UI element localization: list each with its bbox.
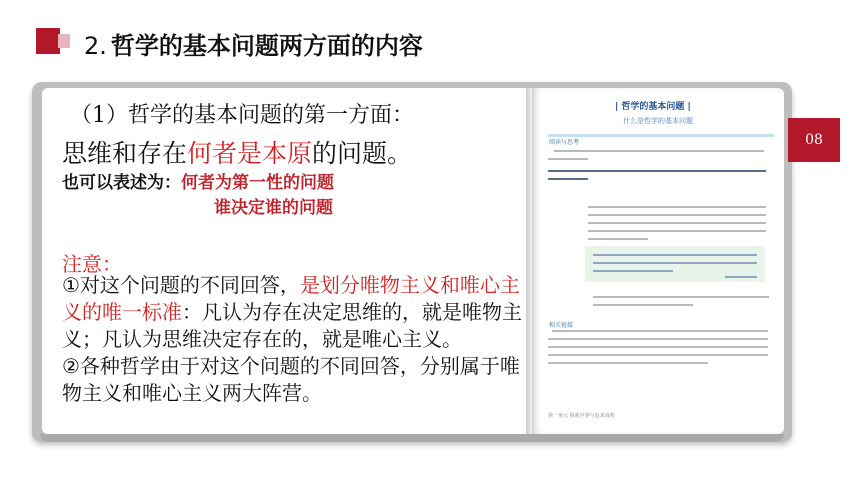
definition-part3: 的问题。 [312, 139, 413, 168]
expression-label: 也可以表述为： [62, 173, 181, 193]
textbook-footer: 第一单元 探索世界与追求真理 [548, 413, 615, 419]
para1-prefix: ①对这个问题的不同回答， [62, 273, 300, 297]
definition-part1: 思维和存在 [62, 139, 188, 168]
textbook-text-block-1 [548, 146, 774, 246]
slide-title [84, 26, 423, 61]
left-page-heading: （1）哲学的基本问题的第一方面： [70, 103, 414, 128]
definition-line [62, 134, 412, 170]
textbook-text-block-3 [548, 328, 774, 368]
quote-box [585, 246, 765, 282]
note-paragraph-1 [62, 272, 524, 353]
textbook-heading: | 哲学的基本问题 | [615, 102, 691, 112]
book-edge [40, 434, 784, 442]
reading-box-bar [548, 134, 774, 137]
definition-highlight: 何者是本原 [187, 139, 313, 168]
page-number-tab: 08 [788, 118, 840, 162]
alternate-expression [62, 168, 334, 193]
textbook-text-block-2 [585, 294, 775, 314]
textbook-subheading: 什么是哲学的基本问题 [623, 117, 693, 125]
related-link-label: 相关链接 [549, 322, 574, 329]
para1-highlight: 是划分唯物主义和唯心主义的唯一标准 [62, 273, 520, 324]
section-number: 2. [84, 32, 107, 60]
section-title: 哲学的基本问题两方面的内容 [110, 32, 423, 60]
note-label: 注意： [62, 252, 122, 276]
note-paragraph-2: ②各种哲学由于对这个问题的不同回答，分别属于唯物主义和唯心主义两大阵营。 [62, 354, 520, 405]
para1-suffix: ：凡认为存在决定思维的，就是唯物主义；凡认为思维决定存在的，就是唯心主义。 [62, 300, 522, 351]
note-body [62, 272, 524, 407]
header-square-light [58, 34, 70, 48]
reading-box-label: 阅读与思考 [549, 139, 580, 146]
expression-red-2: 谁决定谁的问题 [214, 198, 333, 218]
header-square-dark [36, 28, 60, 54]
expression-red-1: 何者为第一性的问题 [181, 173, 334, 193]
book-spine [526, 88, 532, 434]
